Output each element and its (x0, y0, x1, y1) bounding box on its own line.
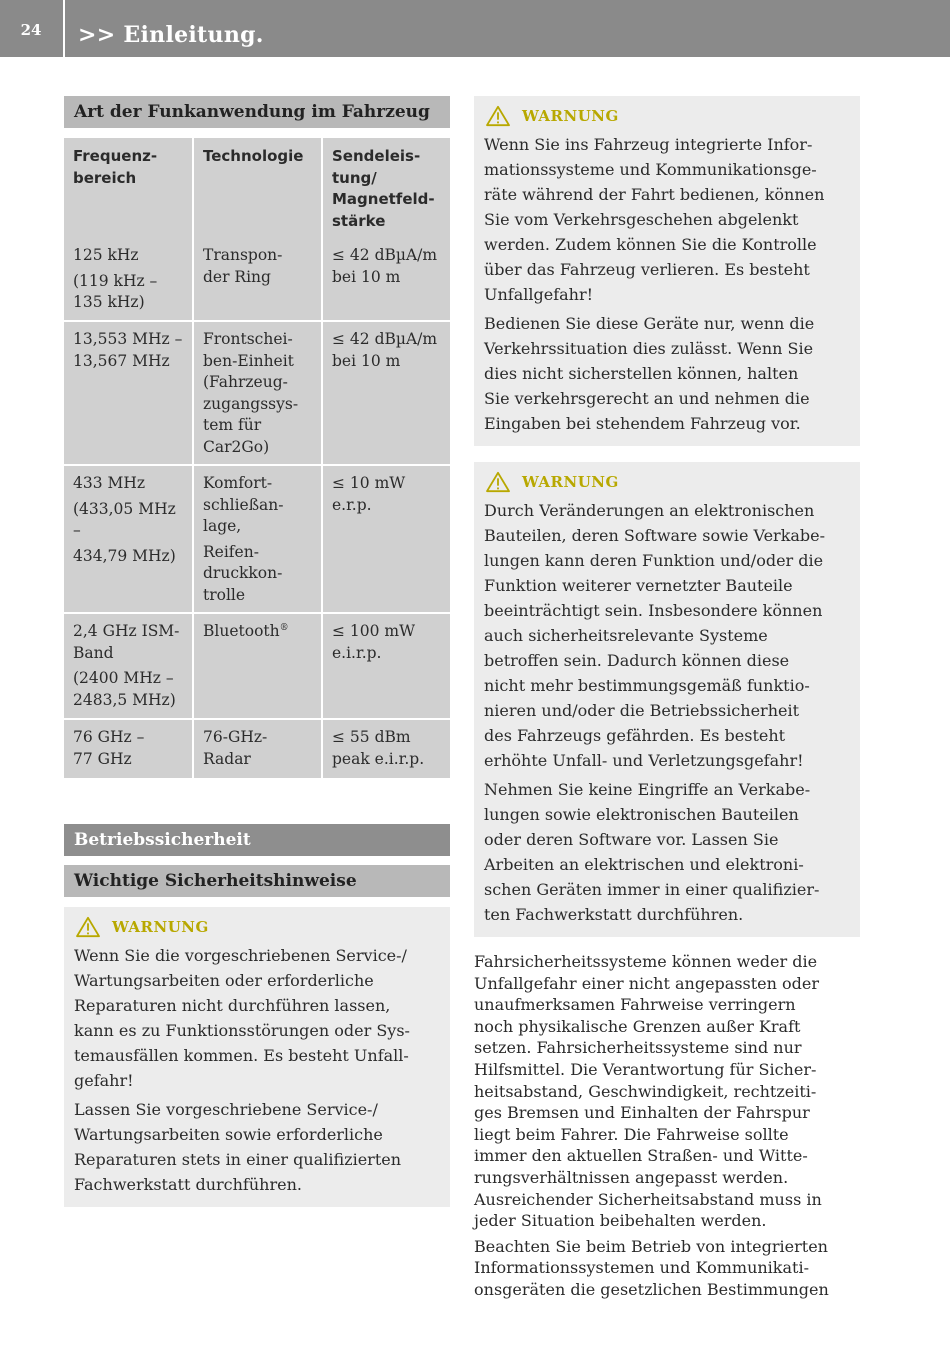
warning-header (74, 915, 440, 939)
warning-text: Durch Veränderungen an elektronischen Bauteilen, deren Software sowie Verkabe- lungen kann deren Funktion und/oder die Funktion weiterer vernetzter Bauteile beeinträchtigt sein. Insbesondere können auch sicherheitsrelevante Systeme betroffen sein. Dadurch können diese nicht mehr bestimmungsgemäß funktio- nieren und/oder die Betriebssicherheit des Fahrzeugs gefährden. Es besteht erhöhte Unfall- und Verletzungsgefahr! (484, 501, 826, 770)
table-row (64, 718, 450, 778)
warning-header (484, 470, 850, 494)
frequency-cell-text: 76 GHz – 77 GHz (73, 728, 145, 768)
table-row (64, 320, 450, 464)
technology-cell-text: Transpon- der Ring (203, 246, 283, 286)
warning-triangle-icon (74, 916, 102, 938)
table-row (64, 238, 450, 320)
chapter-title: >> Einleitung. (78, 22, 264, 48)
frequency-cell-text: 434,79 MHz) (73, 546, 176, 565)
frequency-cell-text: (2400 MHz – 2483,5 MHz) (73, 669, 176, 709)
power-cell (321, 238, 450, 320)
technology-cell-text: Frontschei- ben-Einheit (Fahrzeug- zugangssys- tem für Car2Go) (203, 330, 299, 456)
frequency-cell (64, 238, 192, 320)
technology-cell-text: Komfort- schließan- lage, (203, 474, 284, 535)
warning-box-service (64, 907, 450, 1207)
warning-text: Wenn Sie ins Fahrzeug integrierte Infor- mationssysteme und Kommunikationsge- räte während der Fahrt bedienen, können Sie vom Verkehrsgeschehen abgelenkt werden. Zudem können Sie die Kontrolle über das Fahrzeug verlieren. Es besteht Unfallgefahr! (484, 135, 825, 304)
table-row (64, 612, 450, 718)
technology-cell (192, 466, 321, 612)
page-header (0, 0, 950, 57)
warning-header (484, 104, 850, 128)
technology-cell (192, 614, 321, 718)
paragraph-driving-safety: Fahrsicherheitssysteme können weder die Unfallgefahr einer nicht angepassten oder unaufmerksamen Fahrweise verringern noch physikalische Grenzen außer Kraft setzen. Fahrsicherheitssysteme sind nur Hilfsmittel. Die Verantwortung für Sicher- heitsabstand, Geschwindigkeit, rechtzeiti- ges Bremsen und Einhalten der Fahrspur liegt beim Fahrer. Die Fahrweise sollte immer den aktuellen Straßen- und Witte- rungsverhältnissen angepasst werden. Ausreichender Sicherheitsabstand muss in jeder Situation beibehalten werden. (474, 952, 822, 1231)
warning-instruction: Nehmen Sie keine Eingriffe an Verkabe- lungen sowie elektronischen Bauteilen oder deren Software vor. Lassen Sie Arbeiten an elektrischen und elektroni- schen Geräten immer in einer qualifizier- ten Fachwerkstatt durchführen. (484, 780, 820, 924)
warning-box-info-systems (474, 96, 860, 446)
paragraph-legal-regulations: Beachten Sie beim Betrieb von integrierten Informationssystemen und Kommunikati- onsgeräten die gesetzlichen Bestimmungen (474, 1236, 829, 1299)
header-divider (63, 0, 65, 57)
warning-instruction: Bedienen Sie diese Geräte nur, wenn die Verkehrssituation dies zulässt. Wenn Sie dies nicht sicherstellen können, halten Sie verkehrsgerecht an und nehmen die Eingaben bei stehendem Fahrzeug vor. (484, 314, 815, 433)
power-cell-text: ≤ 100 mW e.i.r.p. (332, 622, 416, 662)
power-cell (321, 466, 450, 612)
page-number: 24 (20, 20, 42, 39)
warning-instruction: Lassen Sie vorgeschriebene Service-/ Wartungsarbeiten sowie erforderliche Reparaturen stets in einer qualifizierten Fachwerkstatt durchführen. (74, 1100, 402, 1194)
table-row (64, 464, 450, 612)
table-body (64, 238, 450, 778)
frequency-cell-text: 125 kHz (73, 246, 139, 264)
power-cell-text: ≤ 42 dBµA/m bei 10 m (332, 330, 438, 370)
power-cell-text: ≤ 42 dBµA/m bei 10 m (332, 246, 438, 286)
warning-triangle-icon (484, 105, 512, 127)
frequency-cell (64, 466, 192, 612)
table-header-row (64, 138, 450, 238)
frequency-cell (64, 614, 192, 718)
warning-label: WARNUNG (112, 918, 209, 936)
left-column (64, 96, 450, 1207)
frequency-table (64, 138, 450, 778)
warning-label: WARNUNG (522, 473, 619, 491)
technology-cell-text: 76-GHz- Radar (203, 728, 268, 768)
frequency-cell-text: (433,05 MHz – (73, 499, 176, 539)
frequency-cell (64, 322, 192, 464)
frequency-cell-text: 13,553 MHz – 13,567 MHz (73, 330, 183, 370)
frequency-cell-text: (119 kHz – 135 kHz) (73, 271, 158, 311)
technology-cell-text: Bluetooth® (203, 622, 289, 640)
right-column (474, 96, 860, 1301)
column-header-technology: Technologie (192, 138, 321, 238)
warning-label: WARNUNG (522, 107, 619, 125)
power-cell (321, 322, 450, 464)
power-cell-text: ≤ 10 mW e.r.p. (332, 474, 406, 514)
frequency-cell (64, 720, 192, 778)
column-header-frequency: Frequenz- bereich (64, 138, 192, 238)
subsection-title-sicherheitshinweise: Wichtige Sicherheitshinweise (64, 865, 450, 897)
technology-cell (192, 238, 321, 320)
technology-cell (192, 322, 321, 464)
power-cell (321, 614, 450, 718)
radio-section-title: Art der Funkanwendung im Fahrzeug (64, 96, 450, 128)
body-text (474, 951, 860, 1301)
frequency-cell-text: 2,4 GHz ISM- Band (73, 622, 180, 662)
technology-cell (192, 720, 321, 778)
warning-text: Wenn Sie die vorgeschriebenen Service-/ Wartungsarbeiten oder erforderliche Reparaturen nicht durchführen lassen, kann es zu Funktionsstörungen oder Sys- temausfällen kommen. Es besteht Unfall- gefahr! (74, 946, 410, 1090)
section-title-betriebssicherheit: Betriebssicherheit (64, 824, 450, 856)
technology-cell-text: Reifen- druckkon- trolle (203, 542, 283, 604)
power-cell-text: ≤ 55 dBm peak e.i.r.p. (332, 728, 425, 768)
power-cell (321, 720, 450, 778)
warning-box-electronics (474, 462, 860, 937)
frequency-cell-text: 433 MHz (73, 474, 146, 492)
column-header-power: Sendeleis- tung/ Magnetfeld- stärke (321, 138, 450, 238)
warning-triangle-icon (484, 471, 512, 493)
